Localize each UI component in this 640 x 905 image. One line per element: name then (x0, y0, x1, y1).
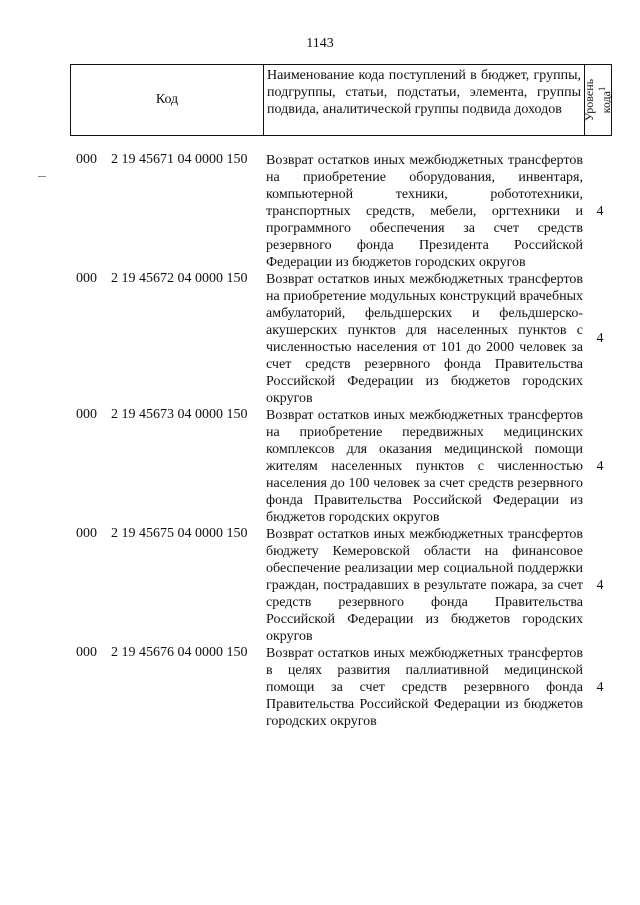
row-prefix: 000 (76, 526, 97, 541)
row-name: Возврат остатков иных межбюджетных трансфертов на приобретение модульных конструкций врачебных амбулаторий, фельдшерских и фельдшерско-акушерских пунктов для населенных пунктов с численностью населения от 101 до 2000 человек за счет средств резервного фонда Правительства Российской Федерации из бюджетов городских округов (266, 272, 583, 406)
row-code: 2 19 45675 04 0000 150 (111, 526, 248, 541)
row-level: 4 (596, 679, 604, 695)
table-body (0, 152, 640, 730)
row-name: Возврат остатков иных межбюджетных трансфертов бюджету Кемеровской области на финансовое обеспечение реализации мер социальной поддержки граждан, пострадавших в результате пожара, за счет средств резервного фонда Правительства Российской Федерации из бюджетов городских округов (266, 527, 583, 644)
table-row (0, 407, 640, 526)
row-prefix: 000 (76, 271, 97, 286)
row-code: 2 19 45676 04 0000 150 (111, 645, 248, 660)
table-row (0, 645, 640, 730)
row-level: 4 (596, 331, 604, 346)
table-row (0, 271, 640, 407)
row-prefix: 000 (76, 645, 97, 660)
row-prefix: 000 (76, 407, 97, 422)
header-code: Код (71, 65, 264, 135)
row-code: 2 19 45672 04 0000 150 (111, 271, 248, 286)
table-row (0, 152, 640, 271)
header-name: Наименование кода поступлений в бюджет, группы, подгруппы, статьи, подстатьи, элемента, группы подвида, аналитической группы подвида доходов (264, 65, 585, 135)
row-level: 4 (596, 458, 604, 474)
row-name: Возврат остатков иных межбюджетных трансфертов на приобретение передвижных медицинских комплексов для оказания медицинской помощи жителям населенных пунктов с численностью населения до 100 человек за счет средств резервного фонда Правительства Российской Федерации из бюджетов городских округов (266, 408, 583, 525)
page-number: 1143 (306, 36, 334, 51)
row-level: 4 (596, 203, 604, 219)
row-code: 2 19 45673 04 0000 150 (111, 407, 248, 422)
header-level (582, 65, 613, 135)
row-code: 2 19 45671 04 0000 150 (111, 152, 248, 167)
row-level: 4 (596, 577, 604, 593)
row-prefix: 000 (76, 152, 97, 167)
table-row (0, 526, 640, 645)
row-name: Возврат остатков иных межбюджетных трансфертов в целях развития паллиативной медицинской помощи за счет средств резервного фонда Правительства Российской Федерации из бюджетов городских округов (266, 646, 583, 729)
table-header (70, 64, 612, 136)
header-level-label: Уровень кода$^1$ (582, 78, 613, 122)
row-name: Возврат остатков иных межбюджетных трансфертов на приобретение оборудования, инвентаря, компьютерной техники, робототехники, транспортных средств, мебели, оргтехники и программного обеспечения за счет средств резервного фонда Президента Российской Федерации из бюджетов городских округов (266, 153, 583, 270)
